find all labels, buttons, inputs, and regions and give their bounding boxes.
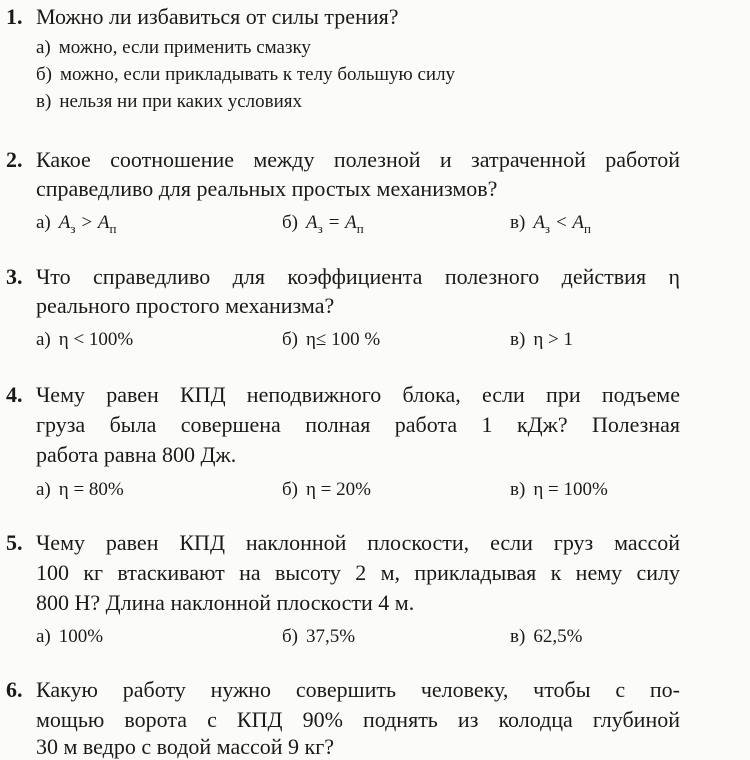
option-text: 62,5% <box>533 626 583 647</box>
option-subscript: з <box>70 220 76 236</box>
question-1-option-c <box>36 91 302 113</box>
option-label: б) <box>282 329 298 350</box>
question-5-option-c <box>510 626 582 648</box>
question-3-option-a <box>36 329 133 351</box>
option-label: в) <box>36 91 52 112</box>
option-text: η < 100% <box>58 329 134 350</box>
option-text: η = 100% <box>533 479 608 500</box>
option-label: а) <box>36 626 51 647</box>
question-3-text-line1: Что справедливо для коэффициента полезного действия η <box>36 264 680 289</box>
option-subscript: п <box>109 220 117 236</box>
question-5-option-b <box>282 626 355 648</box>
question-4-text-line3: работа равна 800 Дж. <box>36 442 237 467</box>
question-5-text-line2: 100 кг втаскивают на высоту 2 м, прикладывая к нему силу <box>36 560 680 585</box>
question-2-number: 2. <box>6 147 23 172</box>
option-symbol: A <box>306 212 318 233</box>
option-label: б) <box>282 479 298 500</box>
question-1-number: 1. <box>6 4 23 29</box>
option-symbol: A <box>533 212 545 233</box>
option-text: можно, если применить смазку <box>58 37 311 58</box>
question-4-option-b <box>282 479 371 501</box>
option-relation: > A <box>75 212 110 233</box>
option-label: а) <box>36 212 51 233</box>
question-1-text: Можно ли избавиться от силы трения? <box>36 4 399 29</box>
option-label: в) <box>510 329 526 350</box>
question-4-option-c <box>510 479 608 501</box>
option-subscript: з <box>544 220 551 236</box>
option-subscript: п <box>356 220 364 236</box>
question-4-text-line1: Чему равен КПД неподвижного блока, если при подъеме <box>36 382 680 407</box>
option-text: η≤ 100 % <box>306 329 381 350</box>
option-label: в) <box>510 626 526 647</box>
question-4-number: 4. <box>6 382 23 407</box>
option-label: а) <box>36 479 51 500</box>
question-3-option-b <box>282 329 380 351</box>
option-text: η = 80% <box>58 479 124 500</box>
option-text: можно, если прикладывать к телу большую силу <box>60 64 456 85</box>
option-subscript: п <box>584 220 591 236</box>
question-5-option-a <box>36 626 103 648</box>
option-label: б) <box>36 64 52 85</box>
option-label: в) <box>510 479 526 500</box>
question-3-option-c <box>510 329 573 351</box>
question-2-option-a <box>36 212 116 237</box>
question-5-text-line1: Чему равен КПД наклонной плоскости, если груз массой <box>36 530 680 555</box>
question-5-number: 5. <box>6 530 23 555</box>
option-label: а) <box>36 37 51 58</box>
option-text: 100% <box>58 626 104 647</box>
option-label: а) <box>36 329 51 350</box>
question-4-option-a <box>36 479 124 501</box>
question-6-text-line2: мощью ворота с КПД 90% поднять из колодца глубиной <box>36 707 680 732</box>
option-text: η = 20% <box>306 479 371 500</box>
question-4-text-line2: груза была совершена полная работа 1 кДж? Полезная <box>36 412 680 437</box>
option-text: нельзя ни при каких условиях <box>59 91 303 112</box>
option-subscript: з <box>317 220 323 236</box>
question-1-option-a <box>36 37 311 59</box>
option-relation: < A <box>550 212 584 233</box>
option-text: η > 1 <box>533 329 573 350</box>
question-1-option-b <box>36 64 455 86</box>
question-3-number: 3. <box>6 264 23 289</box>
question-2-option-b <box>282 212 364 237</box>
option-label: в) <box>510 212 526 233</box>
option-text: 37,5% <box>306 626 356 647</box>
question-2-option-c <box>510 212 591 237</box>
option-symbol: A <box>58 212 71 233</box>
question-6-text-line1: Какую работу нужно совершить человеку, чтобы с по- <box>36 677 680 702</box>
option-relation: = A <box>322 212 357 233</box>
option-label: б) <box>282 626 298 647</box>
option-label: б) <box>282 212 298 233</box>
question-6-text-line3: 30 м ведро с водой массой 9 кг? <box>36 734 334 759</box>
question-3-text-line2: реального простого механизма? <box>36 293 335 318</box>
question-5-text-line3: 800 Н? Длина наклонной плоскости 4 м. <box>36 590 415 615</box>
question-2-text-line2: справедливо для реальных простых механизмов? <box>36 176 498 201</box>
question-6-number: 6. <box>6 677 23 702</box>
question-2-text-line1: Какое соотношение между полезной и затраченной работой <box>36 147 680 172</box>
